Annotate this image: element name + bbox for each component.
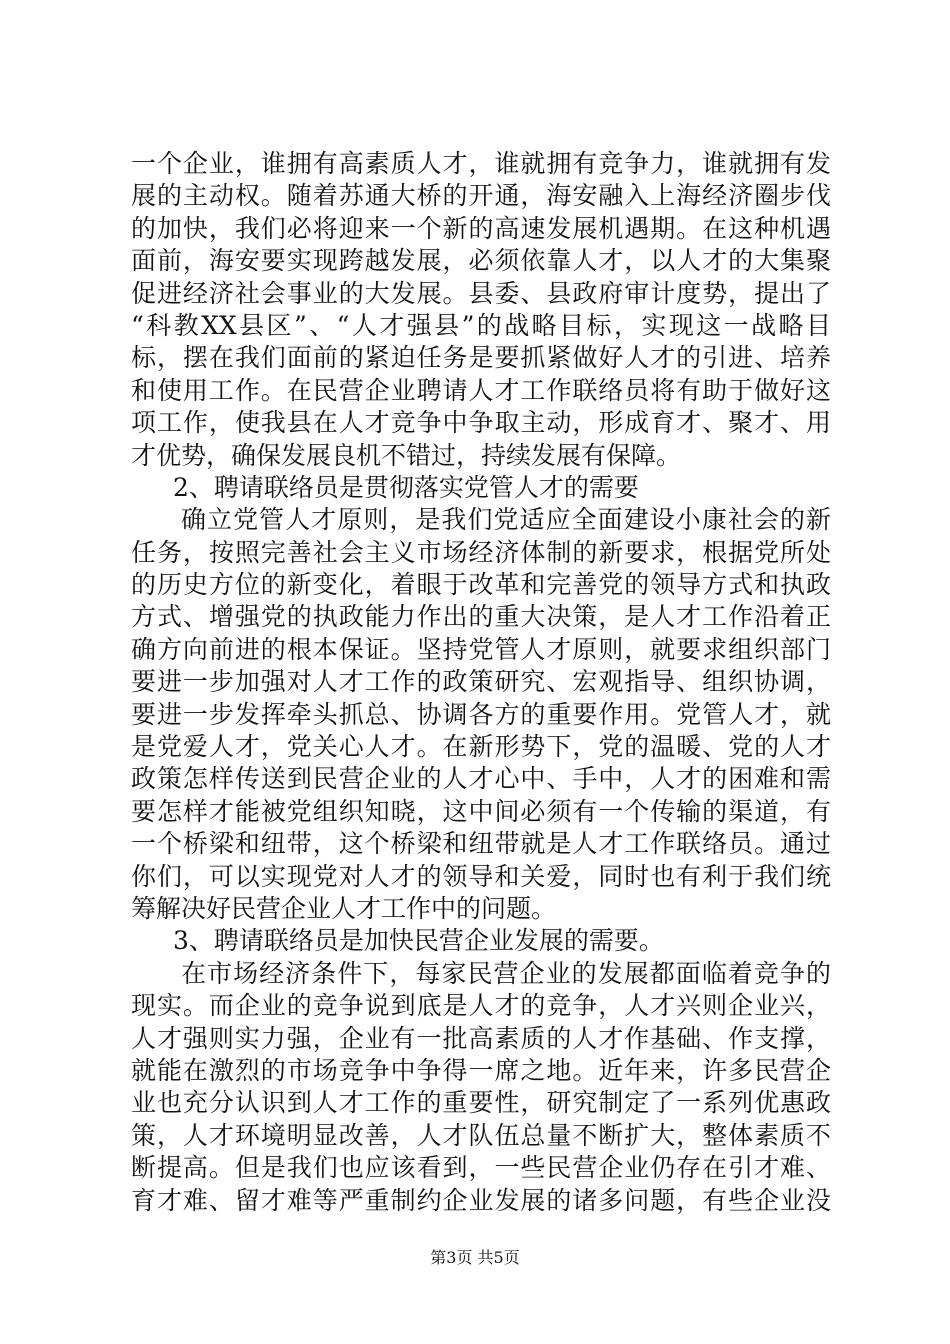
section-heading: 2、聘请联络员是贯彻落实党管人才的需要 <box>173 472 639 502</box>
paragraph-first-line: 在市场经济条件下，每家民营企业的发展都面临着竞争的 <box>181 958 831 988</box>
text-line: 项工作，使我县在人才竞争中争取主动，形成育才、聚才、用 <box>131 408 831 438</box>
paragraph-first-line: 确立党管人才原则，是我们党适应全面建设小康社会的新 <box>181 505 831 535</box>
text-line: 面前，海安要实现跨越发展，必须依靠人才，以人才的大集聚 <box>131 246 831 276</box>
text-line: 业也充分认识到人才工作的重要性，研究制定了一系列优惠政 <box>131 1088 831 1118</box>
text-line: 促进经济社会事业的大发展。县委、县政府审计度势，提出了 <box>131 278 831 308</box>
text-line: “科教XX县区”、“人才强县”的战略目标，实现这一战略目 <box>131 310 831 340</box>
text-line: 策，人才环境明显改善，人才队伍总量不断扩大，整体素质不 <box>131 1120 831 1150</box>
text-line: 确方向前进的根本保证。坚持党管人才原则，就要求组织部门 <box>131 634 831 664</box>
text-line: 一个企业，谁拥有高素质人才，谁就拥有竞争力，谁就拥有发 <box>131 149 831 178</box>
text-line: 育才难、留才难等严重制约企业发展的诸多问题，有些企业没 <box>131 1185 831 1215</box>
section-heading: 3、聘请联络员是加快民营企业发展的需要。 <box>173 926 664 956</box>
text-line: 展的主动权。随着苏通大桥的开通，海安融入上海经济圈步伐 <box>131 181 831 211</box>
text-line: 政策怎样传送到民营企业的人才心中、手中，人才的困难和需 <box>131 764 831 794</box>
text-line: 要怎样才能被党组织知晓，这中间必须有一个传输的渠道，有 <box>131 796 831 826</box>
text-line: 任务，按照完善社会主义市场经济体制的新要求，根据党所处 <box>131 537 831 567</box>
text-line: 要进一步加强对人才工作的政策研究、宏观指导、组织协调， <box>131 667 831 697</box>
text-line: 就能在激烈的市场竞争中争得一席之地。近年来，许多民营企 <box>131 1055 831 1085</box>
text-line: 现实。而企业的竞争说到底是人才的竞争，人才兴则企业兴， <box>131 991 831 1021</box>
text-line: 要进一步发挥牵头抓总、协调各方的重要作用。党管人才，就 <box>131 699 831 729</box>
text-line: 一个桥梁和纽带，这个桥梁和纽带就是人才工作联络员。通过 <box>131 829 831 859</box>
text-line: 筹解决好民营企业人才工作中的问题。 <box>131 893 557 923</box>
text-line: 人才强则实力强，企业有一批高素质的人才作基础、作支撑， <box>131 1023 831 1053</box>
text-line: 标，摆在我们面前的紧迫任务是要抓紧做好人才的引进、培养 <box>131 343 831 373</box>
text-line: 是党爱人才，党关心人才。在新形势下，党的温暖、党的人才 <box>131 732 831 762</box>
text-line: 断提高。但是我们也应该看到，一些民营企业仍存在引才难、 <box>131 1153 831 1183</box>
page-number-footer: 第3页 共5页 <box>430 1248 520 1267</box>
text-line: 的加快，我们必将迎来一个新的高速发展机遇期。在这种机遇 <box>131 213 831 243</box>
text-line: 的历史方位的新变化，着眼于改革和完善党的领导方式和执政 <box>131 570 831 600</box>
text-line: 方式、增强党的执政能力作出的重大决策，是人才工作沿着正 <box>131 602 831 632</box>
text-line: 才优势，确保发展良机不错过，持续发展有保障。 <box>131 440 682 470</box>
text-line: 你们，可以实现党对人才的领导和关爱，同时也有利于我们统 <box>131 861 831 891</box>
document-body <box>131 148 831 1217</box>
text-line: 和使用工作。在民营企业聘请人才工作联络员将有助于做好这 <box>131 375 831 405</box>
